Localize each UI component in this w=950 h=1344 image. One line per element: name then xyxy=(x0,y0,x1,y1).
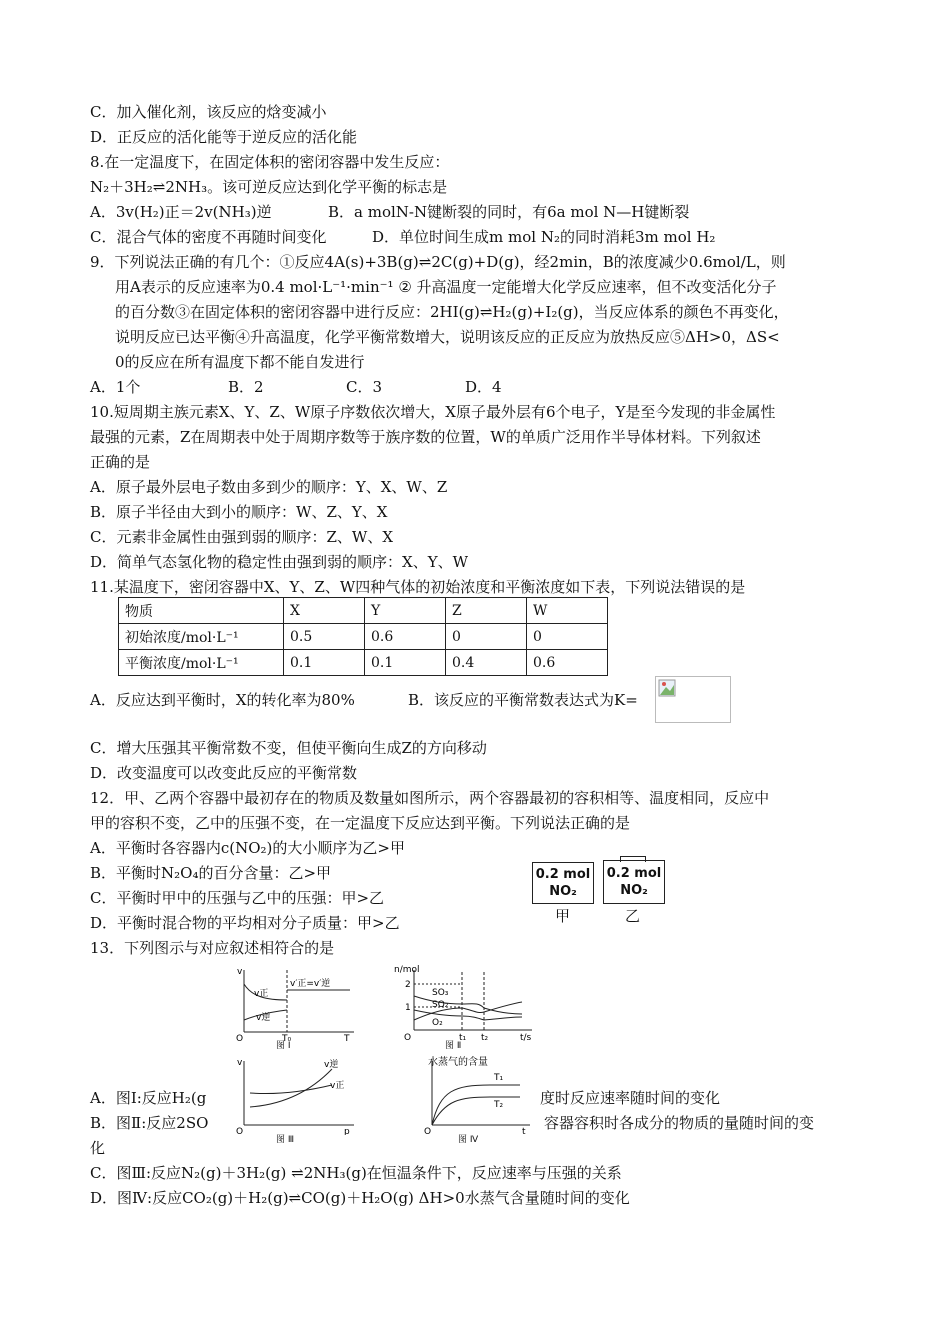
g4-axis-t: t xyxy=(522,1127,526,1135)
container-yi-species: NO₂ xyxy=(620,883,648,898)
q10-option-d: D．简单气态氢化物的稳定性由强到弱的顺序：X、Y、W xyxy=(90,553,469,571)
g3-axis-p: p xyxy=(344,1127,350,1135)
table-header-cell: Z xyxy=(446,598,527,624)
g3-axis-v: v xyxy=(237,1058,243,1068)
g2-t2: t₂ xyxy=(481,1033,489,1043)
q11-option-a: A．反应达到平衡时，X的转化率为80% xyxy=(90,691,355,709)
table-cell: 初始浓度/mol·L⁻¹ xyxy=(119,624,284,650)
table-cell: 0.5 xyxy=(284,624,365,650)
table-header-row xyxy=(119,598,608,624)
container-yi-amount: 0.2 mol xyxy=(606,866,662,881)
graph-1 xyxy=(232,962,362,1044)
q11-stem: 11.某温度下，密闭容器中X、Y、Z、W四种气体的初始浓度和平衡浓度如下表，下列说法错误的是 xyxy=(90,578,746,596)
g2-tick-2: 2 xyxy=(405,980,411,990)
q8-stem: 8.在一定温度下，在固定体积的密闭容器中发生反应： xyxy=(90,153,450,171)
table-header-cell: 物质 xyxy=(119,598,284,624)
g2-axis-t: t/s xyxy=(520,1033,532,1043)
g4-caption: 图 Ⅳ xyxy=(458,1135,479,1145)
q13-option-b-left: B．图Ⅱ:反应2SO xyxy=(90,1114,209,1132)
q8-equation: N₂＋3H₂⇌2NH₃。该可逆反应达到化学平衡的标志是 xyxy=(90,178,448,196)
table-cell: 平衡浓度/mol·L⁻¹ xyxy=(119,650,284,676)
g2-o2: O₂ xyxy=(432,1018,443,1028)
q13-option-a-left: A．图Ⅰ:反应H₂(g xyxy=(90,1089,207,1107)
q9-option-b: B．2 xyxy=(228,378,264,396)
table-cell: 0.1 xyxy=(365,650,446,676)
table-row xyxy=(119,650,608,676)
q10-option-a: A．原子最外层电子数由多到少的顺序：Y、X、W、Z xyxy=(90,478,448,496)
container-yi-label: 乙 xyxy=(625,907,641,925)
q9-option-a: A．1个 xyxy=(90,378,141,396)
q13-option-d: D．图Ⅳ:反应CO₂(g)＋H₂(g)⇌CO(g)＋H₂O(g) ΔH>0水蒸气含量随时间的变化 xyxy=(90,1189,630,1207)
g2-so3: SO₃ xyxy=(432,988,449,998)
g2-so2: SO₂ xyxy=(432,1000,449,1010)
q8-option-b: B．a molN-N键断裂的同时，有6a mol N—H键断裂 xyxy=(328,203,690,221)
q11-option-b: B．该反应的平衡常数表达式为K= xyxy=(408,691,638,709)
g2-origin: O xyxy=(404,1033,412,1043)
q9-line-4: 说明反应已达平衡④升高温度，化学平衡常数增大，说明该反应的正反应为放热反应⑤ΔH>0，ΔS< xyxy=(115,328,780,346)
table-header-cell: X xyxy=(284,598,365,624)
q12-option-c: C．平衡时甲中的压强与乙中的压强：甲>乙 xyxy=(90,889,385,907)
table-header-cell: W xyxy=(527,598,608,624)
table-row xyxy=(119,624,608,650)
q12-option-d: D．平衡时混合物的平均相对分子质量：甲>乙 xyxy=(90,914,400,932)
q7-option-d: D．正反应的活化能等于逆反应的活化能 xyxy=(90,128,358,146)
g3-v-ni: v逆 xyxy=(324,1060,339,1070)
table-header-cell: Y xyxy=(365,598,446,624)
q12-option-a: A．平衡时各容器内c(NO₂)的大小顺序为乙>甲 xyxy=(90,839,405,857)
graph-4 xyxy=(420,1055,538,1135)
g2-axis-n: n/mol xyxy=(394,965,420,975)
g3-v-zheng: v正 xyxy=(330,1081,345,1091)
container-jia-amount: 0.2 mol xyxy=(535,867,591,882)
q11-option-c: C．增大压强其平衡常数不变，但使平衡向生成Z的方向移动 xyxy=(90,739,487,757)
q13-option-b-right: 容器容积时各成分的物质的量随时间的变 xyxy=(544,1114,815,1132)
table-cell: 0.6 xyxy=(365,624,446,650)
g1-caption: 图 Ⅰ xyxy=(276,1041,291,1051)
q10-option-b: B．原子半径由大到小的顺序：W、Z、Y、X xyxy=(90,503,388,521)
container-jia-label: 甲 xyxy=(555,907,571,925)
g3-origin: O xyxy=(236,1127,244,1135)
q9-line-1: 9．下列说法正确的有几个：①反应4A(s)+3B(g)⇌2C(g)+D(g)，经2min，B的浓度减少0.6mol/L，则 xyxy=(90,253,786,271)
g4-T2: T₂ xyxy=(494,1100,504,1110)
g1-origin: O xyxy=(236,1034,244,1044)
g1-axis-v: v xyxy=(237,967,243,977)
q10-line-2: 最强的元素，Z在周期表中处于周期序数等于族序数的位置，W的单质广泛用作半导体材料。下列叙述 xyxy=(90,428,761,446)
q13-option-c: C．图Ⅲ:反应N₂(g)＋3H₂(g) ⇌2NH₃(g)在恒温条件下，反应速率与压强的关系 xyxy=(90,1164,622,1182)
q13-option-a-right: 度时反应速率随时间的变化 xyxy=(540,1089,721,1107)
q13-stem: 13．下列图示与对应叙述相符合的是 xyxy=(90,939,335,957)
q9-line-2: 用A表示的反应速率为0.4 mol·L⁻¹·min⁻¹ ② 升高温度一定能增大化学反应速率，但不改变活化分子 xyxy=(115,278,777,296)
g3-caption: 图 Ⅲ xyxy=(276,1135,295,1145)
g1-axis-t: T xyxy=(344,1034,350,1044)
g4-title: 水蒸气的含量 xyxy=(428,1057,488,1068)
container-jia xyxy=(532,862,594,904)
q9-line-5: 0的反应在所有温度下都不能自发进行 xyxy=(115,353,365,371)
q12-option-b: B．平衡时N₂O₄的百分含量：乙>甲 xyxy=(90,864,332,882)
container-jia-species: NO₂ xyxy=(549,884,577,899)
g1-v-zheng: v正 xyxy=(254,989,269,999)
graph-3 xyxy=(232,1055,362,1135)
q9-option-c: C．3 xyxy=(346,378,383,396)
q7-option-c: C．加入催化剂，该反应的焓变减小 xyxy=(90,103,327,121)
g1-t0: T₀ xyxy=(282,1034,292,1044)
container-yi xyxy=(603,860,665,904)
q10-line-3: 正确的是 xyxy=(90,453,151,471)
q12-line-2: 甲的容积不变，乙中的压强不变，在一定温度下反应达到平衡。下列说法正确的是 xyxy=(90,814,631,832)
q10-option-c: C．元素非金属性由强到弱的顺序：Z、W、X xyxy=(90,528,393,546)
table-cell: 0 xyxy=(446,624,527,650)
g2-caption: 图 Ⅱ xyxy=(445,1041,462,1051)
g1-v-ni: v逆 xyxy=(256,1013,271,1023)
q8-option-c: C．混合气体的密度不再随时间变化 xyxy=(90,228,327,246)
broken-image-placeholder xyxy=(655,676,731,723)
q11-option-d: D．改变温度可以改变此反应的平衡常数 xyxy=(90,764,358,782)
g4-origin: O xyxy=(424,1127,432,1135)
g4-T1: T₁ xyxy=(494,1073,504,1083)
q12-line-1: 12．甲、乙两个容器中最初存在的物质及数量如图所示，两个容器最初的容积相等、温度相同，反应中 xyxy=(90,789,770,807)
table-cell: 0 xyxy=(527,624,608,650)
table-cell: 0.6 xyxy=(527,650,608,676)
q9-option-d: D．4 xyxy=(465,378,502,396)
q10-line-1: 10.短周期主族元素X、Y、Z、W原子序数依次增大，X原子最外层有6个电子，Y是至今发现的非金属性 xyxy=(90,403,776,421)
table-cell: 0.4 xyxy=(446,650,527,676)
g2-tick-1: 1 xyxy=(405,1003,411,1013)
q9-line-3: 的百分数③在固定体积的密闭容器中进行反应：2HI(g)⇌H₂(g)+I₂(g)，当反应体系的颜色不再变化， xyxy=(115,303,789,321)
q8-option-a: A．3v(H₂)正＝2v(NH₃)逆 xyxy=(90,203,272,221)
q8-option-d: D．单位时间生成m mol N₂的同时消耗3m mol H₂ xyxy=(372,228,716,246)
concentration-table xyxy=(118,597,608,676)
table-cell: 0.1 xyxy=(284,650,365,676)
g1-equal: v′正=v′逆 xyxy=(290,979,331,989)
q13-option-b-cont: 化 xyxy=(90,1139,106,1157)
graph-2 xyxy=(392,962,542,1044)
broken-image-icon xyxy=(658,679,676,697)
g2-t1: t₁ xyxy=(459,1033,467,1043)
